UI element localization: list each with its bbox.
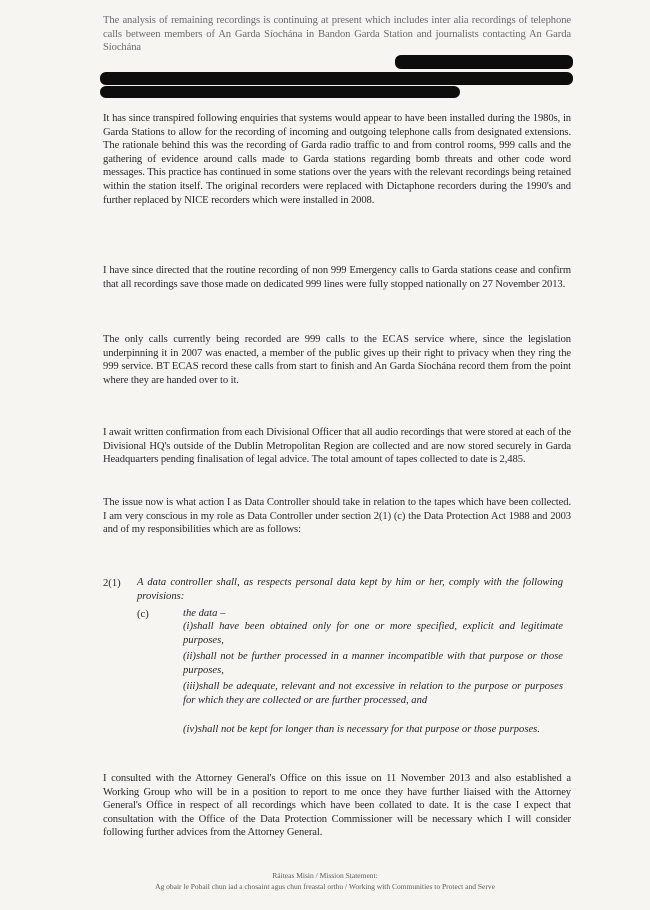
statute-item-ii: (ii)shall not be further processed in a manner incompatible with that purpose or those purposes, (183, 651, 563, 676)
statute-the-data: the data – (183, 608, 226, 619)
paragraph-data-controller: The issue now is what action I as Data Controller should take in relation to the tapes which have been collected. I am very conscious in my role as Data Controller under section 2(1) (c) the Data Protection Act 1988 and 2003 and of my responsibilities which are as follows: (103, 497, 571, 536)
paragraph-tapes: I await written confirmation from each Divisional Officer that all audio recordings that were stored at each of the Divisional HQ's outside of the Dublin Metropolitan Region are collected and are now stored securely in Garda Headquarters pending finalisation of legal advice. The total amount of tapes collected to date is 2,485. (103, 427, 571, 466)
redaction-bar-3 (100, 86, 460, 98)
paragraph-directive: I have since directed that the routine recording of non 999 Emergency calls to Garda stations cease and confirm that all recordings save those made on dedicated 999 lines were fully stopped nationally on 27 November 2013. (103, 265, 571, 290)
redaction-bar-2 (100, 72, 573, 85)
paragraph-history: It has since transpired following enquiries that systems would appear to have been installed during the 1980s, in Garda Stations to allow for the recording of incoming and outgoing telephone calls from designated extensions. The rationale behind this was the recording of Garda radio traffic to and from control rooms, 999 calls and the gathering of evidence around calls made to Garda stations regarding bomb threats and other code word messages. This practice has continued in some stations over the years with the relevant recordings being retained within the station itself. The original recorders were replaced with Dictaphone recorders during the 1990's and further replaced by NICE recorders which were installed in 2008. (103, 113, 571, 206)
statute-subsection: (c) (137, 609, 149, 620)
statute-item-iv: (iv)shall not be kept for longer than is necessary for that purpose or those purposes. (183, 724, 540, 735)
paragraph-analysis: The analysis of remaining recordings is continuing at present which includes inter alia recordings of telephone calls between members of An Garda Síochána in Bandon Garda Station and journalists contacting An Garda Síochána (103, 15, 571, 54)
paragraph-ecas: The only calls currently being recorded are 999 calls to the ECAS service where, since the legislation underpinning it in 2007 was enacted, a member of the public gives up their right to privacy when they ring the 999 service. BT ECAS record these calls from start to finish and An Garda Síochána record them from the point where they are handed over to it. (103, 334, 571, 386)
statute-item-iii: (iii)shall be adequate, relevant and not excessive in relation to the purpose or purposes for which they are collected or are further processed, and (183, 681, 563, 706)
statute-lead: A data controller shall, as respects personal data kept by him or her, comply with the following provisions: (137, 577, 563, 602)
statute-section-number: 2(1) (103, 578, 121, 589)
footer-mission-line: Ag obair le Pobail chun iad a chosaint agus chun freastal orthu / Working with Communities to Protect and Serve (155, 882, 495, 891)
footer-mission-heading: Ráiteas Misin / Mission Statement: (272, 871, 378, 880)
statute-item-i: (i)shall have been obtained only for one or more specified, explicit and legitimate purposes, (183, 621, 563, 646)
paragraph-attorney-general: I consulted with the Attorney General's Office on this issue on 11 November 2013 and also established a Working Group who will be in a position to report to me once they have further liaised with the Attorney General's Office in respect of all recordings which have been collated to date. It is the case I expect that consultation with the Office of the Data Protection Commissioner will be necessary which I will consider following further advices from the Attorney General. (103, 773, 571, 839)
redaction-bar-1 (395, 55, 573, 69)
